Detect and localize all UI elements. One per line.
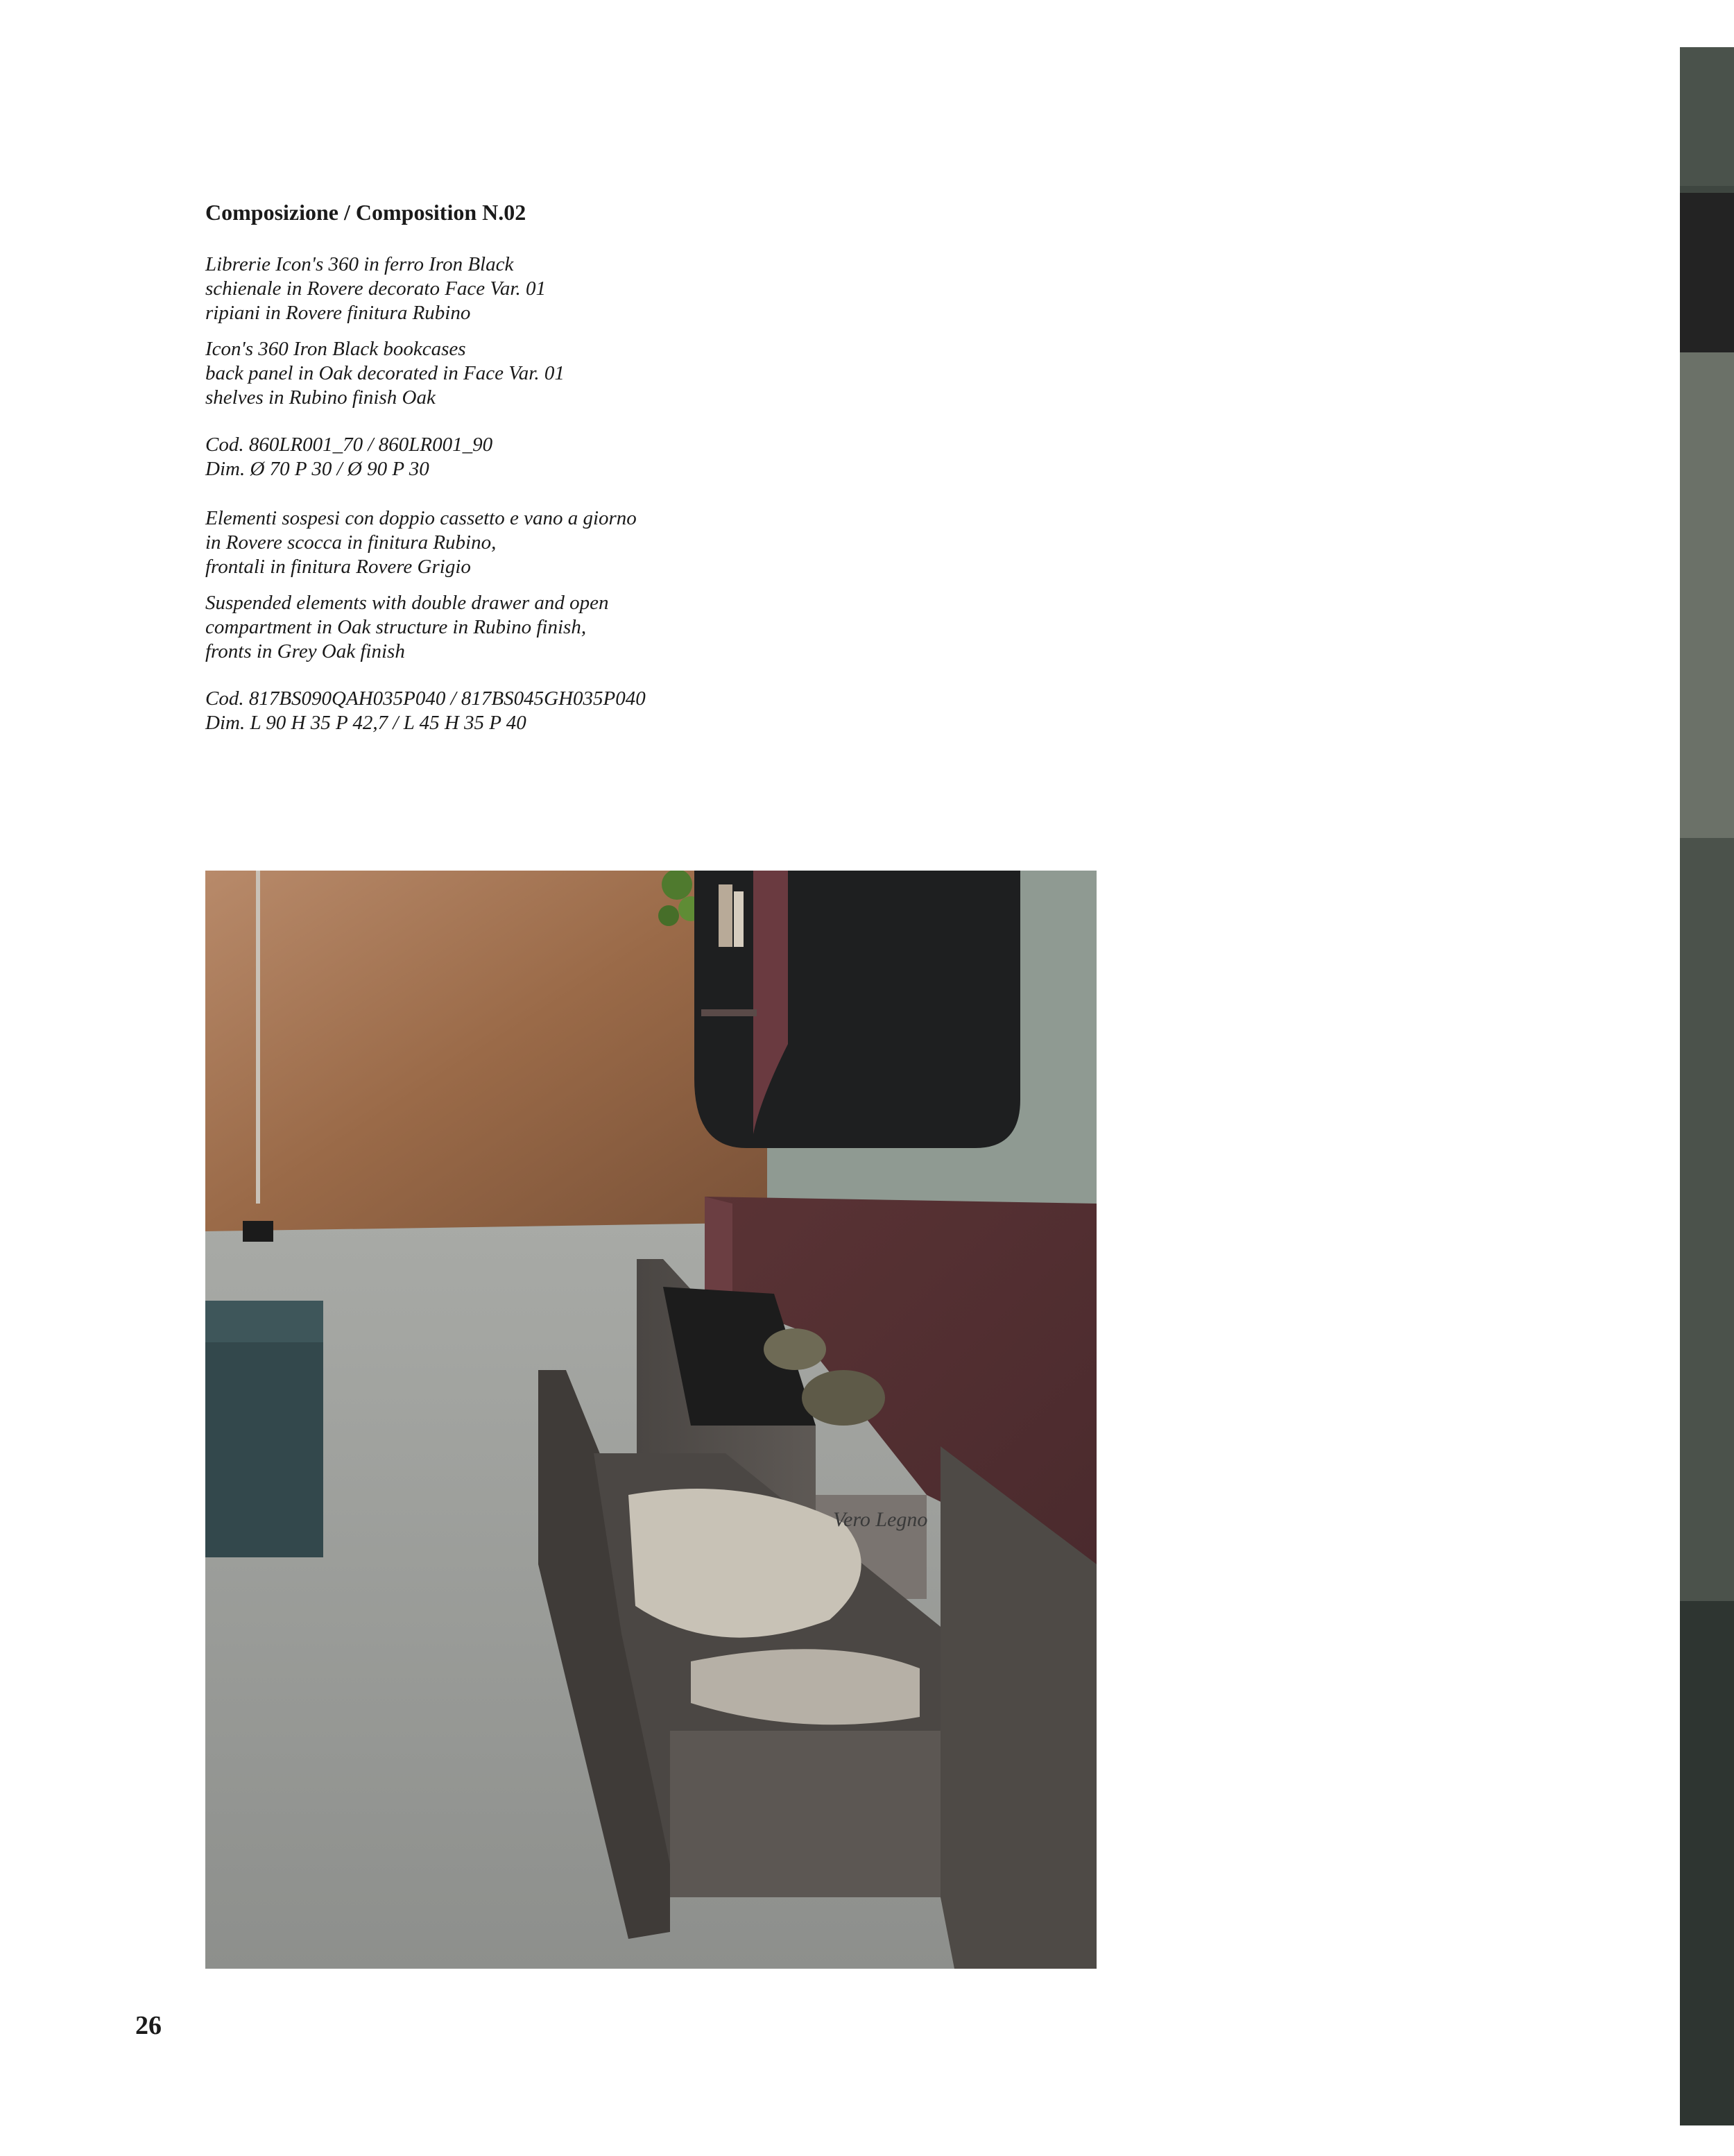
text-line: Elementi sospesi con doppio cassetto e vano a giorno (205, 507, 637, 529)
text-line: shelves in Rubino finish Oak (205, 386, 436, 409)
bookcases-description-it (205, 253, 546, 325)
text-line: schienale in Rovere decorato Face Var. 01 (205, 277, 546, 300)
text-line: Cod. 860LR001_70 / 860LR001_90 (205, 434, 493, 456)
suspended-description-en (205, 591, 609, 664)
page-number: 26 (135, 2011, 162, 2040)
text-line: Suspended elements with double drawer and open (205, 592, 609, 614)
text-line: Cod. 817BS090QAH035P040 / 817BS045GH035P040 (205, 687, 646, 710)
text-line: frontali in finitura Rovere Grigio (205, 556, 471, 578)
copper-wall (205, 871, 767, 1231)
text-line: back panel in Oak decorated in Face Var. 01 (205, 362, 565, 384)
adjacent-page-photo-edge (1680, 47, 1734, 2125)
bookcases-description-en (205, 337, 565, 410)
text-line: Icon's 360 Iron Black bookcases (205, 338, 466, 360)
text-line: compartment in Oak structure in Rubino finish, (205, 616, 587, 638)
composition-title: Composizione / Composition N.02 (205, 200, 526, 225)
suspended-code-dimensions (205, 687, 646, 735)
product-photo (205, 871, 1097, 1969)
text-line: Dim. L 90 H 35 P 42,7 / L 45 H 35 P 40 (205, 712, 526, 734)
wood-brand-mark: Vero Legno (833, 1508, 928, 1531)
text-line: in Rovere scocca in finitura Rubino, (205, 531, 497, 554)
text-line: Dim. Ø 70 P 30 / Ø 90 P 30 (205, 458, 429, 480)
bookcases-code-dimensions (205, 433, 492, 481)
text-line: fronts in Grey Oak finish (205, 640, 405, 662)
text-line: Librerie Icon's 360 in ferro Iron Black (205, 253, 514, 275)
suspended-description-it (205, 506, 637, 579)
text-line: ripiani in Rovere finitura Rubino (205, 302, 471, 324)
